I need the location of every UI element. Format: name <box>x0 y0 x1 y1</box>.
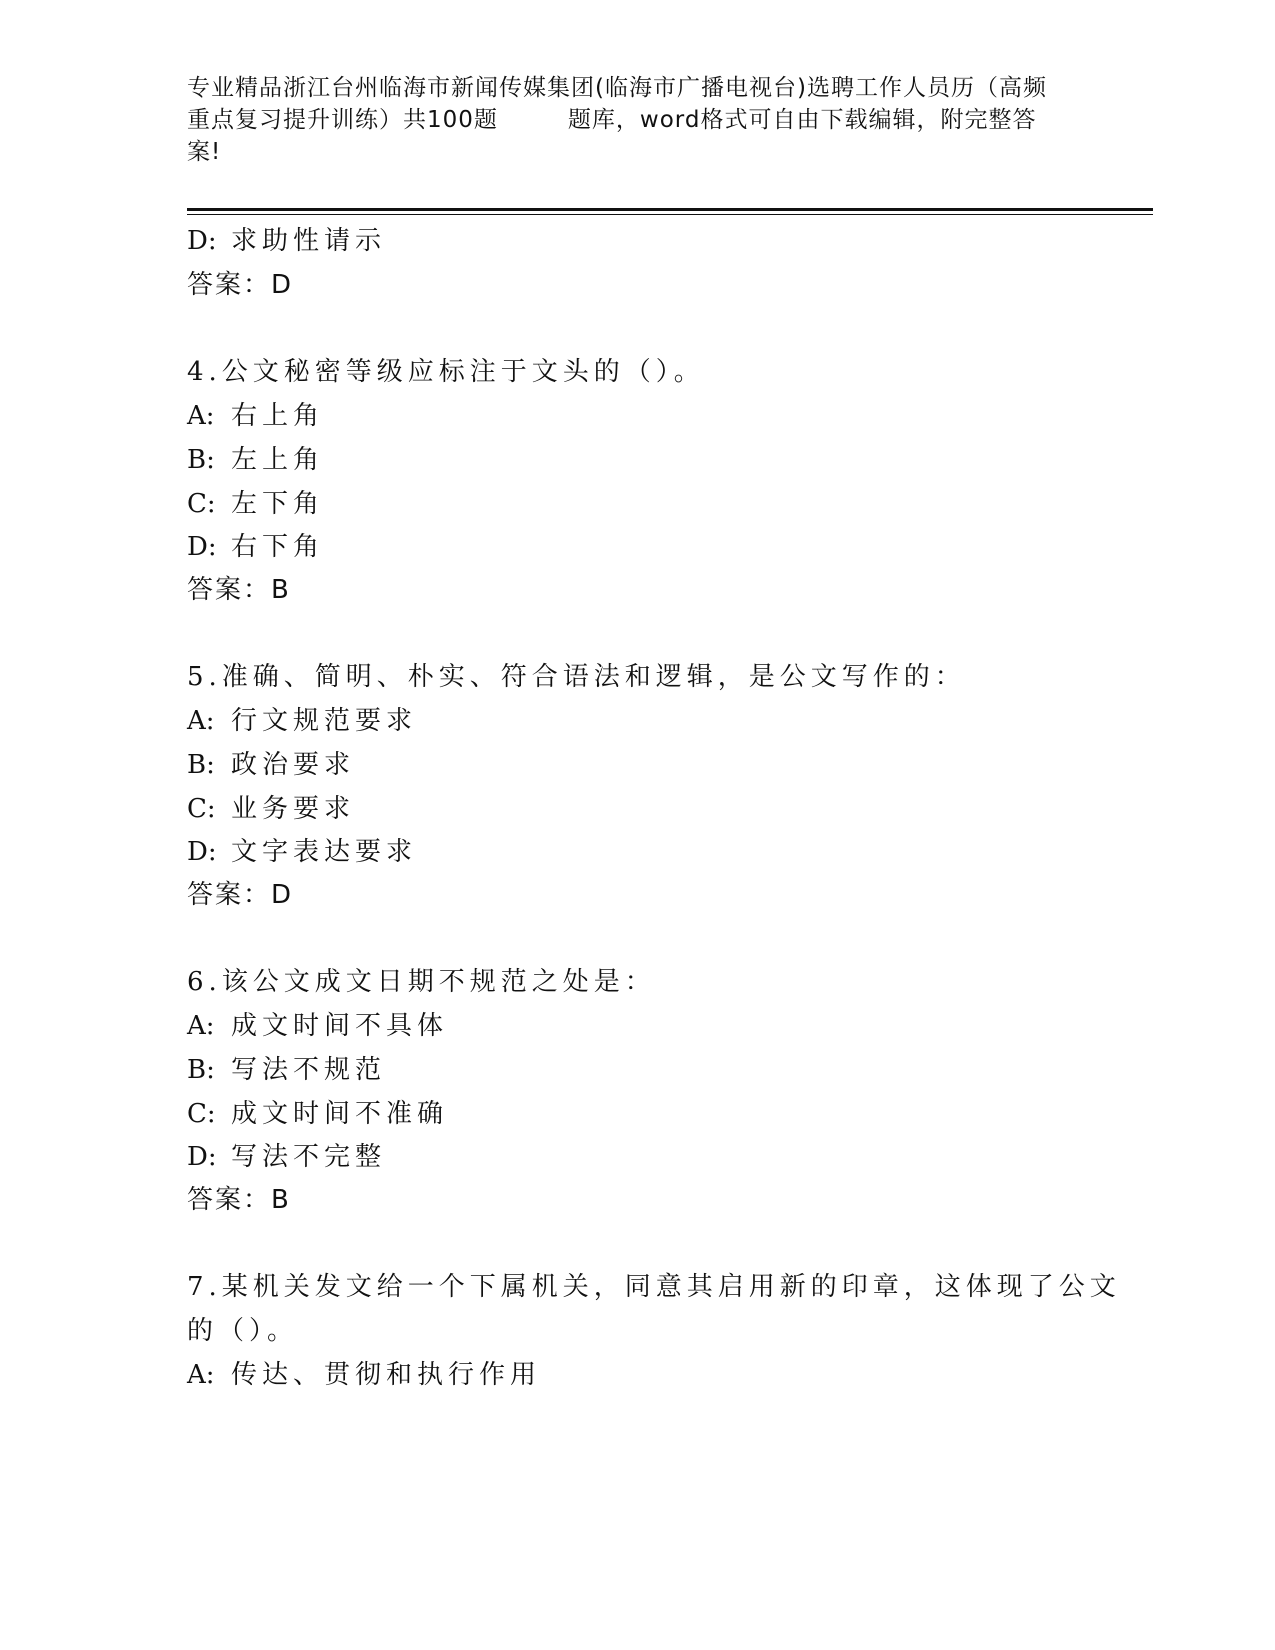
option-text: 求助性请示 <box>231 226 387 256</box>
option-letter: C: <box>187 794 216 824</box>
option-text: 左上角 <box>231 445 325 475</box>
option-letter: A: <box>187 706 215 736</box>
option-letter: A: <box>187 1011 215 1041</box>
option-letter: B: <box>187 1055 215 1085</box>
q4-option-d <box>187 531 324 563</box>
option-letter: B: <box>187 445 215 475</box>
q7-question-line-2: 的（）。 <box>187 1316 299 1346</box>
option-letter: D: <box>187 532 217 562</box>
q4-option-c <box>187 488 324 520</box>
option-letter: B: <box>187 750 215 780</box>
q6-question: 6.该公文成文日期不规范之处是： <box>187 967 656 997</box>
option-letter: D: <box>187 226 217 256</box>
header-line-2-part-1: 重点复习提升训练）共100题 <box>187 107 498 133</box>
q7-question-line-1: 7.某机关发文给一个下属机关，同意其启用新的印章，这体现了公文 <box>187 1272 1121 1302</box>
q5-answer: 答案：D <box>187 880 294 910</box>
option-text: 写法不规范 <box>231 1055 387 1085</box>
q6-option-a <box>187 1010 448 1042</box>
q7-option-a <box>187 1359 541 1391</box>
q5-option-c <box>187 793 355 825</box>
q4-option-a <box>187 400 324 432</box>
header-line-2 <box>187 104 1087 136</box>
option-text: 行文规范要求 <box>231 706 418 736</box>
q4-question: 4.公文秘密等级应标注于文头的（）。 <box>187 357 705 387</box>
option-letter: C: <box>187 1099 216 1129</box>
q6-option-b <box>187 1054 386 1086</box>
header-line-1: 专业精品浙江台州临海市新闻传媒集团(临海市广播电视台)选聘工作人员历（高频 <box>187 75 1047 101</box>
q4-answer: 答案：B <box>187 575 291 605</box>
option-text: 传达、贯彻和执行作用 <box>231 1360 542 1390</box>
option-text: 右下角 <box>231 532 325 562</box>
q5-question: 5.准确、简明、朴实、符合语法和逻辑，是公文写作的： <box>187 662 966 692</box>
option-letter: A: <box>187 1360 215 1390</box>
header-line-2-part-2: 题库，word格式可自由下载编辑，附完整答 <box>567 107 1037 133</box>
q5-option-b <box>187 749 355 781</box>
q6-answer: 答案：B <box>187 1185 291 1215</box>
option-letter: C: <box>187 489 216 519</box>
option-text: 业务要求 <box>231 794 356 824</box>
q3-option-d <box>187 225 386 257</box>
header-rule-thick <box>187 208 1153 211</box>
option-letter: D: <box>187 837 217 867</box>
q6-option-c <box>187 1098 448 1130</box>
option-text: 政治要求 <box>231 750 356 780</box>
option-text: 右上角 <box>231 401 325 431</box>
option-text: 成文时间不准确 <box>231 1099 449 1129</box>
option-text: 成文时间不具体 <box>231 1011 449 1041</box>
option-letter: D: <box>187 1142 217 1172</box>
q4-option-b <box>187 444 324 476</box>
option-letter: A: <box>187 401 215 431</box>
q5-option-d <box>187 836 417 868</box>
q6-option-d <box>187 1141 386 1173</box>
option-text: 写法不完整 <box>231 1142 387 1172</box>
document-header <box>187 72 1087 168</box>
option-text: 文字表达要求 <box>231 837 418 867</box>
header-line-3: 案! <box>187 139 222 165</box>
header-rule-thin <box>187 214 1153 215</box>
option-text: 左下角 <box>231 489 325 519</box>
q5-option-a <box>187 705 417 737</box>
q3-answer: 答案：D <box>187 270 294 300</box>
